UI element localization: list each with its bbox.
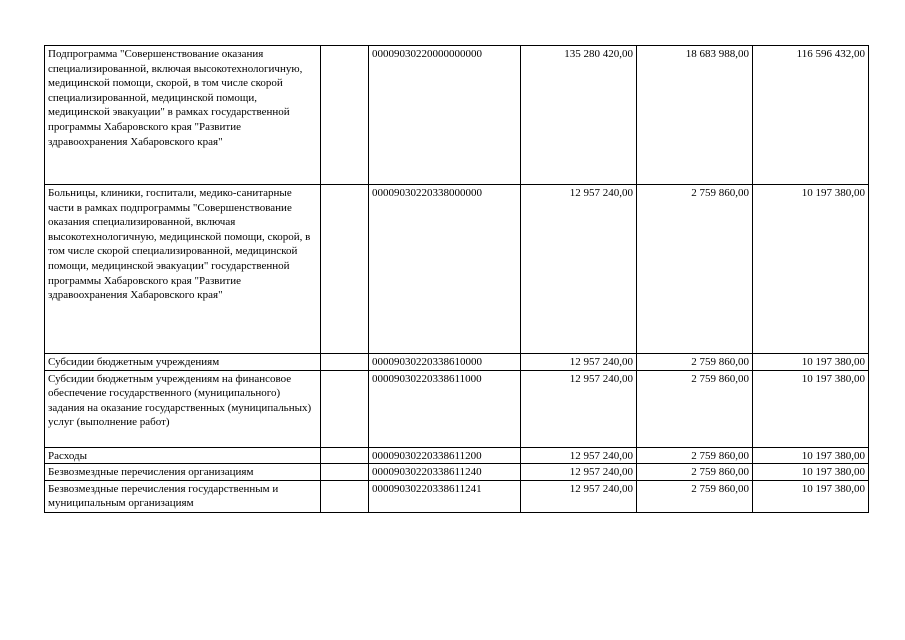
row-name: Субсидии бюджетным учреждениям на финансовое обеспечение государственного (муниципального) задания на оказание государственных (муниципальных) услуг (выполнение работ) — [45, 370, 321, 447]
row-value-2: 2 759 860,00 — [637, 480, 753, 512]
row-code: 00009030220338611200 — [369, 447, 521, 464]
row-name: Подпрограмма "Совершенствование оказания специализированной, включая высокотехнологичную, медицинской помощи, скорой, в том числе скорой специализированной, медицинской помощи, медицинской эвакуации" в рамках государственной программы Хабаровского края "Развитие здравоохранения Хабаровского края" — [45, 46, 321, 185]
row-value-1: 12 957 240,00 — [521, 464, 637, 481]
table-row — [45, 354, 869, 371]
table-row — [45, 464, 869, 481]
empty-cell — [321, 370, 369, 447]
row-value-2: 2 759 860,00 — [637, 464, 753, 481]
budget-table — [44, 45, 869, 513]
row-code: 00009030220338611241 — [369, 480, 521, 512]
row-name: Больницы, клиники, госпитали, медико-санитарные части в рамках подпрограммы "Совершенствование оказания специализированной, включая высокотехнологичную, медицинской помощи, скорой, в том числе скорой специализированной, медицинской помощи, медицинской эвакуации" государственной программы Хабаровского края "Развитие здравоохранения Хабаровского края" — [45, 185, 321, 354]
row-name: Расходы — [45, 447, 321, 464]
empty-cell — [321, 464, 369, 481]
row-value-2: 2 759 860,00 — [637, 447, 753, 464]
row-value-3: 10 197 380,00 — [753, 370, 869, 447]
row-value-1: 135 280 420,00 — [521, 46, 637, 185]
table-row — [45, 480, 869, 512]
row-value-3: 116 596 432,00 — [753, 46, 869, 185]
row-value-3: 10 197 380,00 — [753, 447, 869, 464]
row-value-2: 2 759 860,00 — [637, 185, 753, 354]
row-value-3: 10 197 380,00 — [753, 185, 869, 354]
row-value-2: 2 759 860,00 — [637, 354, 753, 371]
row-name: Субсидии бюджетным учреждениям — [45, 354, 321, 371]
row-value-1: 12 957 240,00 — [521, 185, 637, 354]
row-value-3: 10 197 380,00 — [753, 464, 869, 481]
empty-cell — [321, 354, 369, 371]
row-value-1: 12 957 240,00 — [521, 447, 637, 464]
row-name: Безвозмездные перечисления организациям — [45, 464, 321, 481]
table-row — [45, 370, 869, 447]
row-value-1: 12 957 240,00 — [521, 354, 637, 371]
empty-cell — [321, 185, 369, 354]
row-value-2: 2 759 860,00 — [637, 370, 753, 447]
row-code: 00009030220338611000 — [369, 370, 521, 447]
row-code: 00009030220338611240 — [369, 464, 521, 481]
table-row — [45, 185, 869, 354]
empty-cell — [321, 480, 369, 512]
row-value-3: 10 197 380,00 — [753, 480, 869, 512]
row-value-3: 10 197 380,00 — [753, 354, 869, 371]
row-code: 00009030220338610000 — [369, 354, 521, 371]
empty-cell — [321, 46, 369, 185]
empty-cell — [321, 447, 369, 464]
row-value-1: 12 957 240,00 — [521, 370, 637, 447]
table-row — [45, 447, 869, 464]
row-name: Безвозмездные перечисления государственным и муниципальным организациям — [45, 480, 321, 512]
row-value-1: 12 957 240,00 — [521, 480, 637, 512]
row-code: 00009030220000000000 — [369, 46, 521, 185]
table-row — [45, 46, 869, 185]
row-value-2: 18 683 988,00 — [637, 46, 753, 185]
row-code: 00009030220338000000 — [369, 185, 521, 354]
